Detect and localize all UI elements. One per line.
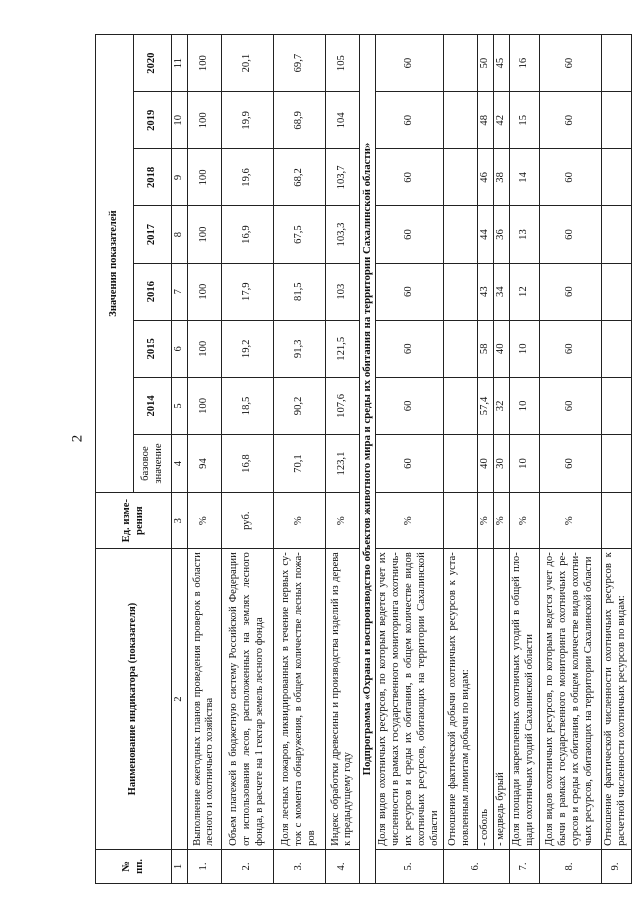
value-cell: 70,1 <box>273 434 325 492</box>
value-cell: 15 <box>509 92 539 149</box>
table-row <box>376 35 444 884</box>
column-index: 2 <box>172 549 188 850</box>
table-row <box>221 35 273 884</box>
indicator-name: Доля площади закрепленных охотничьих угодий в общей пло-щади охотничьих угодий Сахалинской области <box>509 549 539 850</box>
value-cell: 69,7 <box>273 35 325 92</box>
value-cell: 14 <box>509 149 539 206</box>
value-cell: 30 <box>493 434 509 492</box>
value-cell: 60 <box>376 35 444 92</box>
header-number: № пп. <box>96 849 172 883</box>
table-row <box>325 35 359 884</box>
value-cell: 68,2 <box>273 149 325 206</box>
species-name: - медведь бурый <box>493 549 509 850</box>
subprogram-title: Подпрограмма «Охрана и воспроизводство объектов животного мира и среды их обитания на территории Сахалинской области» <box>359 35 375 884</box>
header-unit: Ед. изме-рения <box>96 493 172 549</box>
value-cell: 40 <box>477 434 493 492</box>
empty-cell <box>443 149 477 206</box>
value-cell: 10 <box>509 320 539 377</box>
species-name: - соболь <box>477 549 493 850</box>
value-cell: 57,4 <box>477 377 493 434</box>
value-cell: 91,3 <box>273 320 325 377</box>
value-cell: 100 <box>187 35 221 92</box>
value-cell: 123,1 <box>325 434 359 492</box>
row-number: 5. <box>376 849 444 883</box>
value-cell: 16,8 <box>221 434 273 492</box>
value-cell: 103 <box>325 263 359 320</box>
table-row <box>539 35 601 884</box>
indicator-name: Отношение фактической численности охотничьих ресурсов к расчетной численности охотничьих ресурсов по видам: <box>601 549 631 850</box>
empty-cell <box>601 206 631 263</box>
value-cell: 34 <box>493 263 509 320</box>
value-cell: 10 <box>509 434 539 492</box>
value-cell: 103,7 <box>325 149 359 206</box>
value-cell: 81,5 <box>273 263 325 320</box>
column-index: 9 <box>172 149 188 206</box>
unit-cell: % <box>539 493 601 549</box>
indicator-name: Индекс обработки древесины и производства изделий из дерева к предыдущему году <box>325 549 359 850</box>
empty-cell <box>443 35 477 92</box>
indicator-name: Выполнение ежегодных планов проведения проверок в области лесного и охотничьего хозяйства <box>187 549 221 850</box>
indicators-table <box>95 34 632 884</box>
value-cell: 50 <box>477 35 493 92</box>
unit-cell: руб. <box>221 493 273 549</box>
unit-cell: % <box>477 493 493 549</box>
header-year: 2016 <box>134 263 172 320</box>
empty-cell <box>443 263 477 320</box>
empty-cell <box>443 434 477 492</box>
column-index: 4 <box>172 434 188 492</box>
empty-cell <box>601 149 631 206</box>
value-cell: 68,9 <box>273 92 325 149</box>
value-cell: 40 <box>493 320 509 377</box>
value-cell: 107,6 <box>325 377 359 434</box>
value-cell: 60 <box>539 434 601 492</box>
unit-cell: % <box>493 493 509 549</box>
value-cell: 60 <box>376 434 444 492</box>
value-cell: 19,9 <box>221 92 273 149</box>
header-year: 2019 <box>134 92 172 149</box>
row-number: 3. <box>273 849 325 883</box>
table-row <box>187 35 221 884</box>
column-index: 10 <box>172 92 188 149</box>
page-number: 2 <box>69 434 86 443</box>
header-year: 2018 <box>134 149 172 206</box>
value-cell: 60 <box>376 263 444 320</box>
value-cell: 43 <box>477 263 493 320</box>
table-row <box>273 35 325 884</box>
value-cell: 20,1 <box>221 35 273 92</box>
empty-cell <box>601 92 631 149</box>
rotated-page <box>95 34 630 884</box>
header-year: 2014 <box>134 377 172 434</box>
unit-cell: % <box>187 493 221 549</box>
value-cell: 100 <box>187 149 221 206</box>
column-index: 11 <box>172 35 188 92</box>
empty-cell <box>601 377 631 434</box>
value-cell: 48 <box>477 92 493 149</box>
value-cell: 42 <box>493 92 509 149</box>
empty-cell <box>443 493 477 549</box>
indicator-name: Доля лесных пожаров, ликвидированных в течение первых су-ток с момента обнаружения, в общем количестве лесных пожа-ров <box>273 549 325 850</box>
value-cell: 94 <box>187 434 221 492</box>
value-cell: 58 <box>477 320 493 377</box>
empty-cell <box>443 377 477 434</box>
header-year: 2015 <box>134 320 172 377</box>
value-cell: 60 <box>539 377 601 434</box>
column-index-row <box>172 35 188 884</box>
value-cell: 100 <box>187 92 221 149</box>
header-indicator-name: Наименование индикатора (показателя) <box>96 549 172 850</box>
value-cell: 105 <box>325 35 359 92</box>
value-cell: 45 <box>493 35 509 92</box>
value-cell: 90,2 <box>273 377 325 434</box>
row-number: 7. <box>509 849 539 883</box>
value-cell: 60 <box>539 149 601 206</box>
value-cell: 60 <box>539 263 601 320</box>
value-cell: 60 <box>376 206 444 263</box>
indicator-name: Отношение фактической добычи охотничьих ресурсов к уста-новленным лимитам добычи по видам: <box>443 549 477 850</box>
value-cell: 18,5 <box>221 377 273 434</box>
empty-cell <box>601 35 631 92</box>
value-cell: 13 <box>509 206 539 263</box>
header-year: 2017 <box>134 206 172 263</box>
value-cell: 16,9 <box>221 206 273 263</box>
value-cell: 60 <box>376 149 444 206</box>
value-cell: 121,5 <box>325 320 359 377</box>
value-cell: 104 <box>325 92 359 149</box>
row-number: 2. <box>221 849 273 883</box>
value-cell: 60 <box>376 320 444 377</box>
empty-cell <box>601 263 631 320</box>
value-cell: 17,9 <box>221 263 273 320</box>
column-index: 3 <box>172 493 188 549</box>
value-cell: 44 <box>477 206 493 263</box>
empty-cell <box>601 434 631 492</box>
value-cell: 103,3 <box>325 206 359 263</box>
subprogram-row <box>359 35 375 884</box>
empty-cell <box>443 206 477 263</box>
column-index: 5 <box>172 377 188 434</box>
value-cell: 60 <box>539 320 601 377</box>
value-cell: 38 <box>493 149 509 206</box>
unit-cell: % <box>273 493 325 549</box>
table-row <box>477 35 493 884</box>
value-cell: 19,2 <box>221 320 273 377</box>
table-row <box>509 35 539 884</box>
unit-cell: % <box>325 493 359 549</box>
column-index: 8 <box>172 206 188 263</box>
empty-cell <box>601 320 631 377</box>
unit-cell: % <box>509 493 539 549</box>
row-number: 8. <box>539 849 601 883</box>
header-values: Значения показателей <box>96 35 134 493</box>
value-cell: 10 <box>509 377 539 434</box>
value-cell: 100 <box>187 320 221 377</box>
value-cell: 60 <box>376 377 444 434</box>
value-cell: 32 <box>493 377 509 434</box>
header-year: 2020 <box>134 35 172 92</box>
value-cell: 46 <box>477 149 493 206</box>
value-cell: 60 <box>539 206 601 263</box>
value-cell: 16 <box>509 35 539 92</box>
indicator-name: Объем платежей в бюджетную систему Российской Федерации от использования лесов, расположенных на землях лесного фонда, в расчете на 1 гектар земель лесного фонда <box>221 549 273 850</box>
value-cell: 100 <box>187 263 221 320</box>
row-number: 6. <box>443 849 509 883</box>
value-cell: 100 <box>187 377 221 434</box>
empty-cell <box>601 493 631 549</box>
column-index: 7 <box>172 263 188 320</box>
row-number: 4. <box>325 849 359 883</box>
value-cell: 67,5 <box>273 206 325 263</box>
empty-cell <box>443 92 477 149</box>
value-cell: 19,6 <box>221 149 273 206</box>
value-cell: 60 <box>376 92 444 149</box>
table-row <box>493 35 509 884</box>
indicator-name: Доля видов охотничьих ресурсов, по которым ведется учет их численности в рамках государственного мониторинга охотничь-их ресурсов и среды их обитания, в общем количестве видов охотничьих ресурсов, обитающих на территории Сахалинской области <box>376 549 444 850</box>
table-row <box>443 35 477 884</box>
column-index: 6 <box>172 320 188 377</box>
row-number: 1. <box>187 849 221 883</box>
value-cell: 100 <box>187 206 221 263</box>
unit-cell: % <box>376 493 444 549</box>
empty-cell <box>443 320 477 377</box>
value-cell: 36 <box>493 206 509 263</box>
row-number: 9. <box>601 849 631 883</box>
value-cell: 60 <box>539 92 601 149</box>
header-base-value: базовое значение <box>134 434 172 492</box>
indicator-name: Доля видов охотничьих ресурсов, по которым ведется учет до-бычи в рамках государственного мониторинга охотничьих ре-сурсов и среды их обитания, в общем количестве видов охотни-чьих ресурсов, обитающих на территории Сахалинской области <box>539 549 601 850</box>
table-row <box>601 35 631 884</box>
value-cell: 12 <box>509 263 539 320</box>
column-index: 1 <box>172 849 188 883</box>
value-cell: 60 <box>539 35 601 92</box>
